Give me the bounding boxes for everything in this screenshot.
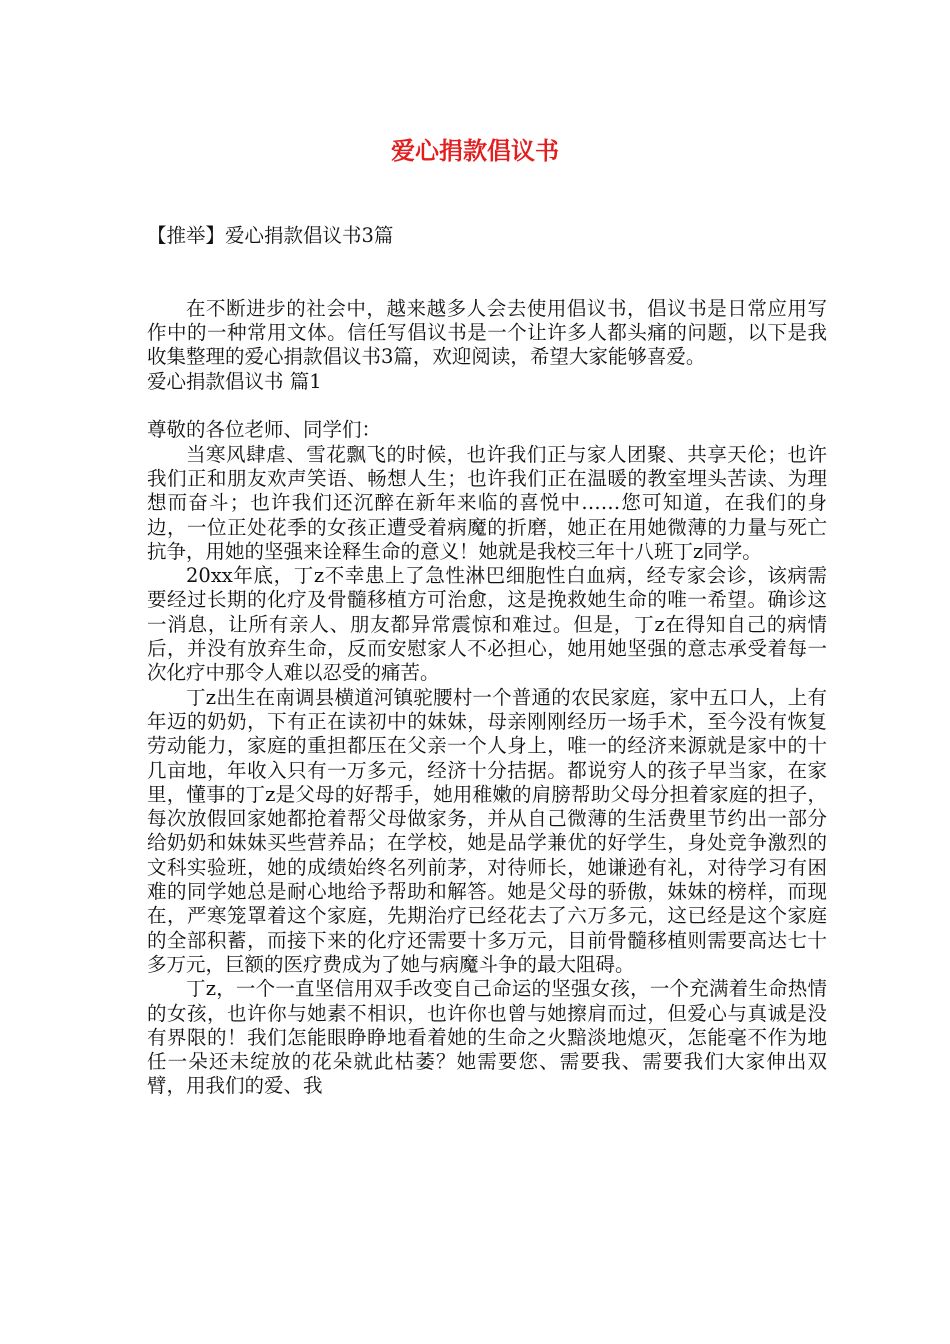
body-paragraph: 丁z出生在南调县横道河镇驼腰村一个普通的农民家庭，家中五口人，上有年迈的奶奶，下有正在读初中的妹妹，母亲刚刚经历一场手术，至今没有恢复劳动能力，家庭的重担都压在父亲一个人身上，唯一的经济来源就是家中的十几亩地，年收入只有一万多元，经济十分拮据。都说穷人的孩子早当家，在家里，懂事的丁z是父母的好帮手，她用稚嫩的肩膀帮助父母分担着家庭的担子，每次放假回家她都抢着帮父母做家务，并从自己微薄的生活费里节约出一部分给奶奶和妹妹买些营养品；在学校，她是品学兼优的好学生，身处竞争激烈的文科实验班，她的成绩始终名列前茅，对待师长，她谦逊有礼，对待学习有困难的同学她总是耐心地给予帮助和解答。她是父母的骄傲，妹妹的榜样，而现在，严寒笼罩着这个家庭，先期治疗已经花去了六万多元，这已经是这个家庭的全部积蓄，而接下来的化疗还需要十多万元，目前骨髓移植则需要高达七十多万元，巨额的医疗费成为了她与病魔斗争的最大阻碍。 xyxy=(147,685,827,976)
document-body xyxy=(147,224,827,1099)
section-heading: 爱心捐款倡议书 篇1 xyxy=(147,369,322,393)
body-paragraph: 20xx年底，丁z不幸患上了急性淋巴细胞性白血病，经专家会诊，该病需要经过长期的化疗及骨髓移植方可治愈，这是挽救她生命的唯一希望。确诊这一消息，让所有亲人、朋友都异常震惊和难过。但是，丁z在得知自己的病情后，并没有放弃生命，反而安慰家人不必担心，她用她坚强的意志承受着每一次化疗中那令人难以忍受的痛苦。 xyxy=(147,564,827,685)
document-subtitle: 【推举】爱心捐款倡议书3篇 xyxy=(147,224,394,247)
document-title: 爱心捐款倡议书 xyxy=(391,137,559,165)
intro-paragraph: 在不断进步的社会中，越来越多人会去使用倡议书，倡议书是日常应用写作中的一种常用文体。信任写倡议书是一个让许多人都头痛的问题，以下是我收集整理的爱心捐款倡议书3篇，欢迎阅读，希望大家能够喜爱。 xyxy=(147,296,827,369)
body-paragraph: 当寒风肆虐、雪花飘飞的时候，也许我们正与家人团聚、共享天伦；也许我们正和朋友欢声笑语、畅想人生；也许我们正在温暖的教室埋头苦读、为理想而奋斗；也许我们还沉醉在新年来临的喜悦中……您可知道，在我们的身边，一位正处花季的女孩正遭受着病魔的折磨，她正在用她微薄的力量与死亡抗争，用她的坚强来诠释生命的意义！她就是我校三年十八班丁z同学。 xyxy=(147,442,827,563)
body-paragraph: 丁z，一个一直坚信用双手改变自己命运的坚强女孩，一个充满着生命热情的女孩，也许你与她素不相识，也许你也曾与她擦肩而过，但爱心与真诚是没有界限的！我们怎能眼睁睁地看着她的生命之火黯淡地熄灭，怎能毫不作为地任一朵还未绽放的花朵就此枯萎？她需要您、需要我、需要我们大家伸出双臂，用我们的爱、我 xyxy=(147,977,827,1098)
salutation: 尊敬的各位老师、同学们： xyxy=(147,418,382,442)
